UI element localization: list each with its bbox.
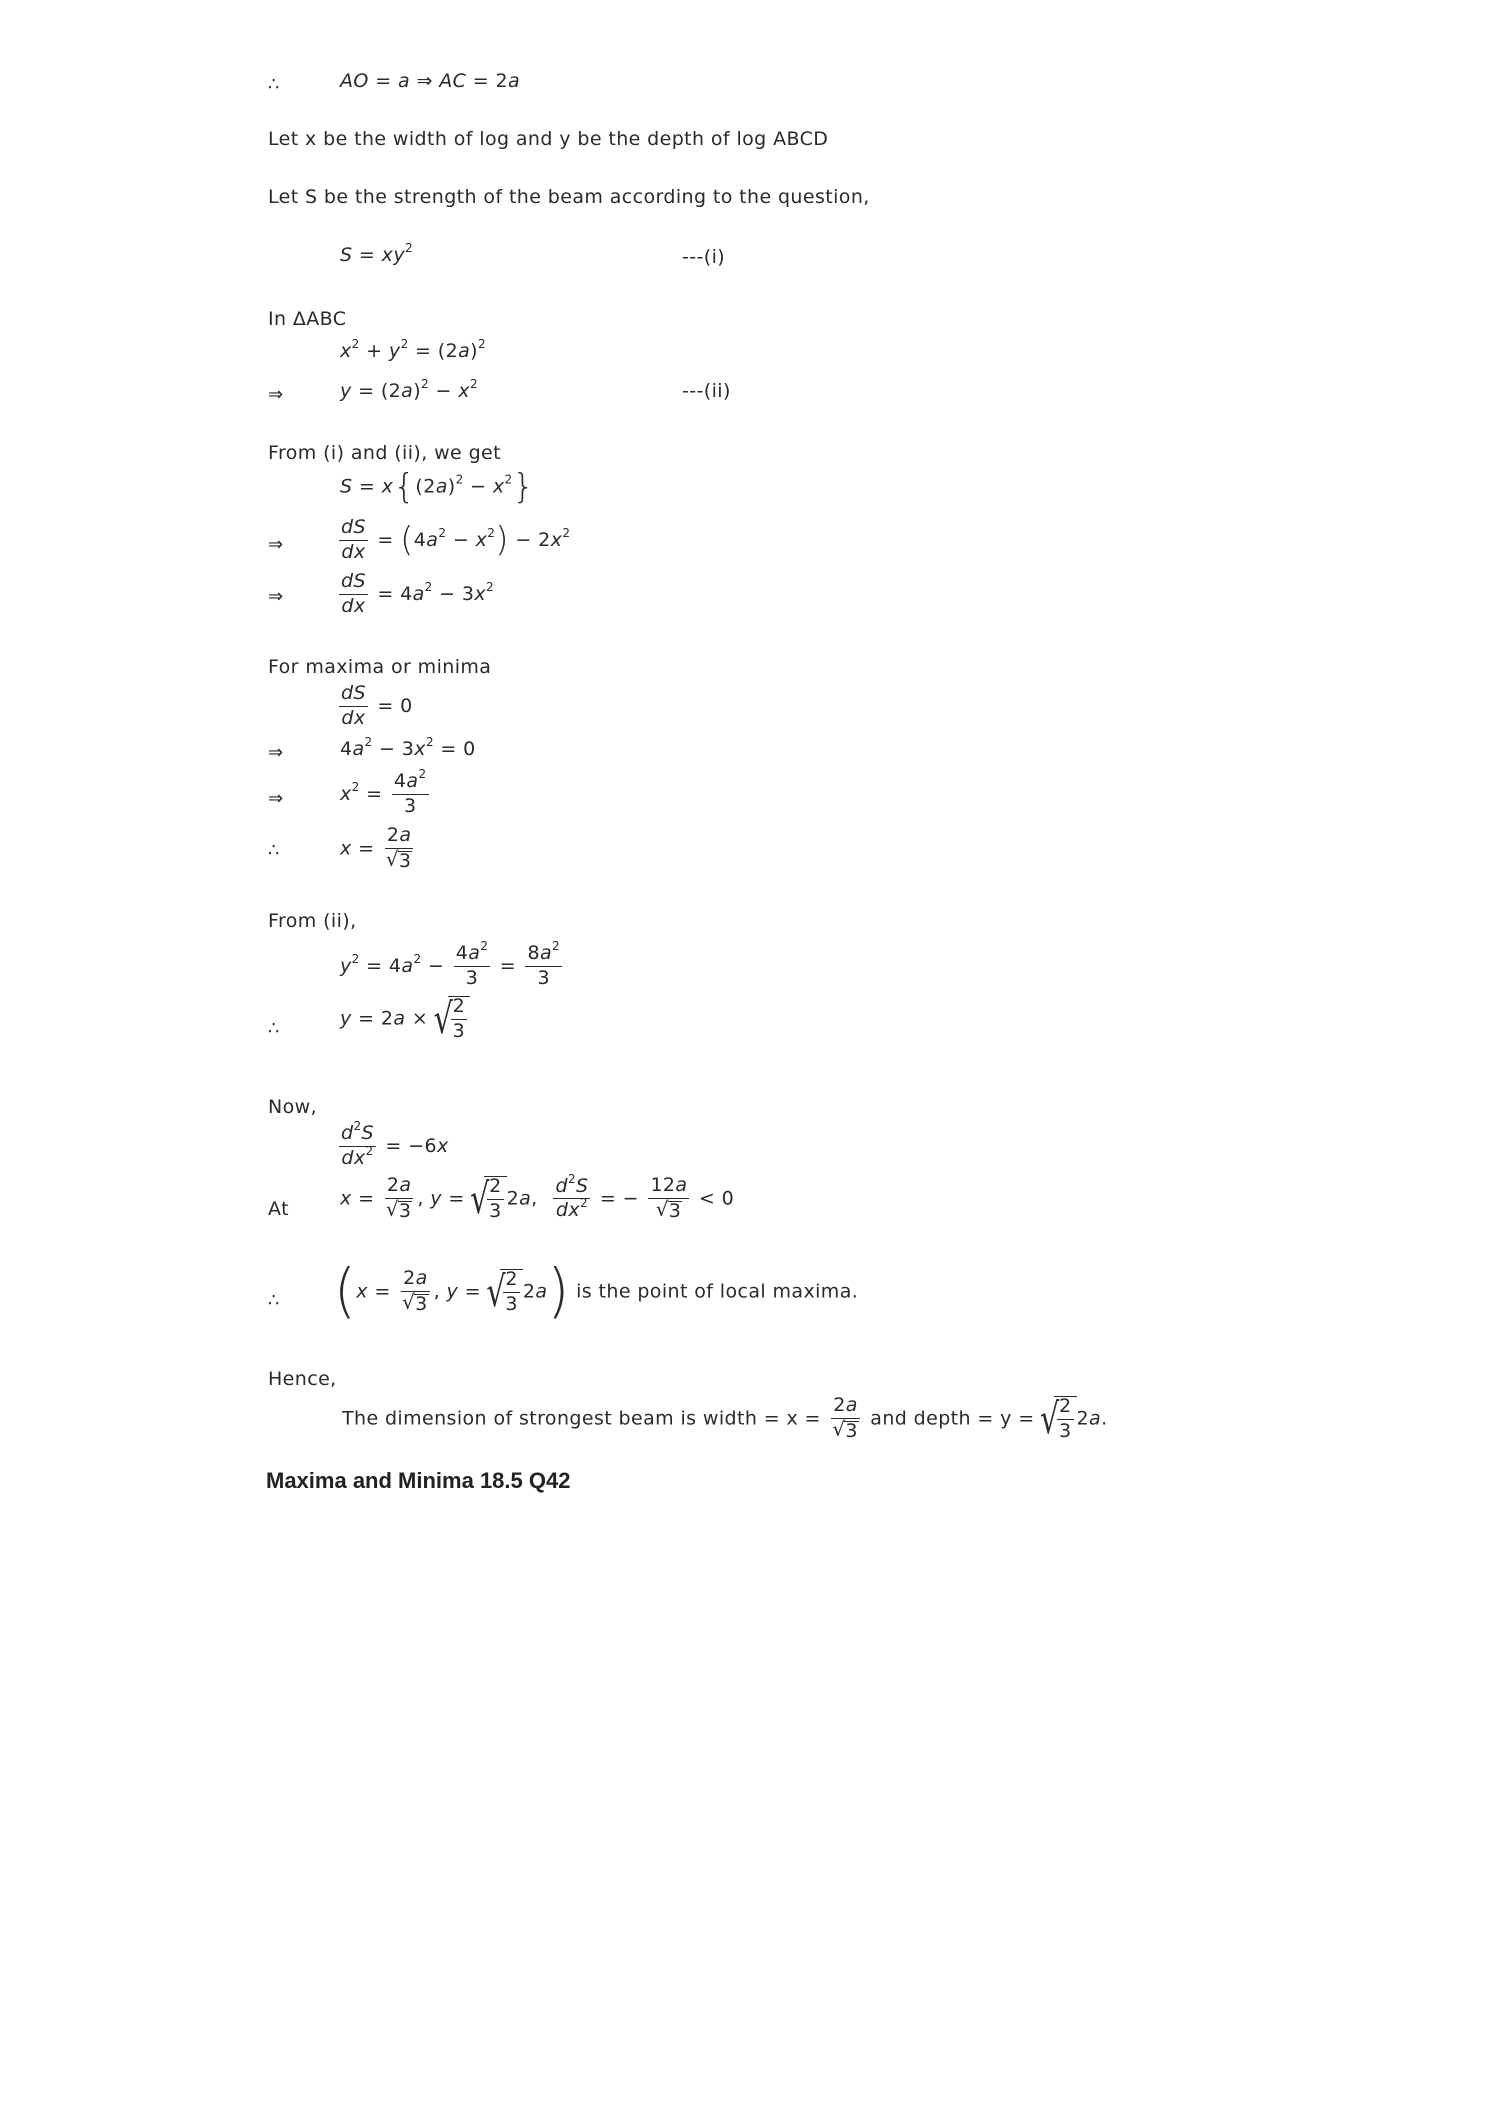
- implies-symbol: ⇒: [268, 534, 284, 555]
- equation-x-squared: $x^2$ = $\frac{4a^2}{3}$: [340, 767, 427, 817]
- text-dimension-2: and depth = y =: [870, 1407, 1035, 1430]
- text-let-x: Let x be the width of log and y be the depth of log ABCD: [268, 128, 829, 150]
- text-now: Now,: [268, 1096, 318, 1118]
- equation-ao: AO = a ⇒ AC = 2a: [340, 70, 521, 92]
- text-from-i-ii: From (i) and (ii), we get: [268, 442, 501, 464]
- equation-ds-dx-1: $\frac{dS}{dx}$ = $(4a^2 - x^2) - 2x^2$: [341, 516, 571, 563]
- equation-y: $y = (2a)^2 - x^2$: [340, 377, 478, 402]
- equation-tag-i: ---(i): [682, 246, 726, 268]
- text-at: At: [268, 1198, 289, 1220]
- implies-symbol: ⇒: [268, 384, 284, 405]
- equation-s: $S = xy^2$: [340, 241, 414, 266]
- equation-4a2: $4a^2 - 3x^2 = 0$: [340, 735, 476, 760]
- equation-ds-dx-2: $\frac{dS}{dx}$ = $4a^2 - 3x^2$: [341, 570, 495, 617]
- equation-at-point: x = 2a √ 3 , y = √ $\frac{2}{3}$ 2a, $\frac{d^2S}{dx^2}$ = − 12a √ 3 < 0: [340, 1176, 734, 1222]
- equation-maxima-point: (x = 2a √ 3 , y = √ $\frac{2}{3}$ 2a) is the point of local maxima.: [334, 1264, 858, 1320]
- equation-s-substituted: $S = x\{(2a)^2 - x^2\}$: [340, 467, 535, 507]
- equation-tag-ii: ---(ii): [682, 380, 731, 402]
- text-let-s: Let S be the strength of the beam according to the question,: [268, 186, 870, 208]
- equation-y-squared: $y^2 = 4a^2$ − $\frac{4a^2}{3}$ = $\frac{8a^2}{3}$: [340, 939, 561, 989]
- text-for-maxima: For maxima or minima: [268, 656, 492, 678]
- text-dimension-1: The dimension of strongest beam is width = x =: [342, 1407, 821, 1430]
- therefore-symbol: ∴: [268, 74, 280, 95]
- implies-symbol: ⇒: [268, 788, 284, 809]
- therefore-symbol: ∴: [268, 1290, 280, 1311]
- section-heading: Maxima and Minima 18.5 Q42: [266, 1468, 571, 1493]
- therefore-symbol: ∴: [268, 1018, 280, 1039]
- text-hence: Hence,: [268, 1368, 337, 1390]
- equation-pythagoras: $x^2 + y^2 = (2a)^2$: [340, 337, 487, 362]
- implies-symbol: ⇒: [268, 742, 284, 763]
- therefore-symbol: ∴: [268, 840, 280, 861]
- equation-dimension: The dimension of strongest beam is width = x = 2a √ 3 and depth = y = √ $\frac{2}{3}$ 2a.: [342, 1396, 1108, 1442]
- implies-symbol: ⇒: [268, 586, 284, 607]
- text-from-ii: From (ii),: [268, 910, 357, 932]
- equation-x-value: x = 2a √ 3: [340, 826, 417, 872]
- equation-second-derivative: $\frac{d^2S}{dx^2}$ = −6x: [341, 1119, 449, 1169]
- equation-ds-zero: $\frac{dS}{dx}$ = 0: [341, 682, 413, 729]
- text-in-abc: In ΔABC: [268, 308, 347, 330]
- equation-y-value: y = 2a × √ $\frac{2}{3}$: [340, 996, 470, 1042]
- text-local-maxima: is the point of local maxima.: [576, 1280, 859, 1303]
